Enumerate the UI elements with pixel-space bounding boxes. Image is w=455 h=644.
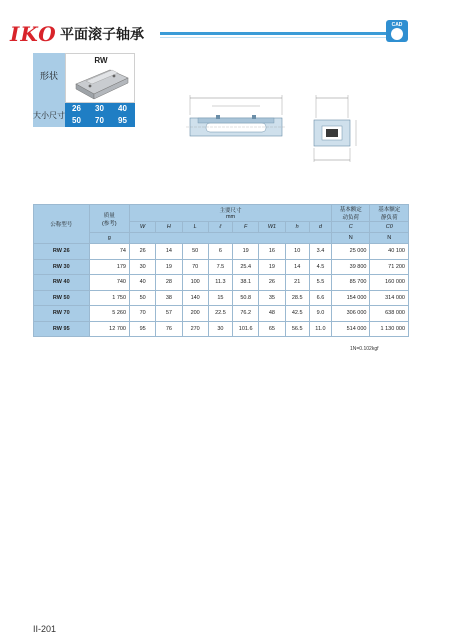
cell-h: 21 <box>285 275 309 291</box>
col-header-mass: 质量 (参考) <box>89 205 129 233</box>
cell-f: 50.8 <box>233 290 259 306</box>
size-label-cell <box>33 103 65 127</box>
cell-mass: 12 700 <box>89 321 129 337</box>
dyn-unit: N <box>332 233 370 244</box>
cell-mass: 1 750 <box>89 290 129 306</box>
cell-model: RW 40 <box>34 275 90 291</box>
cell-l: 270 <box>182 321 208 337</box>
cell-d: 11.0 <box>309 321 331 337</box>
cad-icon <box>391 28 403 40</box>
cell-w1: 16 <box>259 244 285 260</box>
cad-badge[interactable] <box>386 20 408 42</box>
cell-model: RW 30 <box>34 259 90 275</box>
size-option[interactable]: 26 <box>72 104 81 113</box>
cell-w: 30 <box>130 259 156 275</box>
bearing-product-image <box>66 54 136 104</box>
col-header-l: ℓ <box>208 222 232 233</box>
model-name: RW <box>94 56 108 65</box>
cell-model: RW 70 <box>34 306 90 322</box>
col-header-C-symbol: C <box>332 222 370 233</box>
cell-w: 50 <box>130 290 156 306</box>
cell-c0: 314 000 <box>370 290 409 306</box>
cell-l: 30 <box>208 321 232 337</box>
table-row <box>34 290 409 306</box>
cell-d: 4.5 <box>309 259 331 275</box>
cell-model: RW 26 <box>34 244 90 260</box>
col-header-dims <box>130 205 332 222</box>
spec-table-container <box>33 204 409 337</box>
cell-c: 154 000 <box>332 290 370 306</box>
cell-c0: 40 100 <box>370 244 409 260</box>
col-header-W: W <box>130 222 156 233</box>
cell-w1: 48 <box>259 306 285 322</box>
cell-d: 9.0 <box>309 306 331 322</box>
size-option[interactable]: 70 <box>95 116 104 125</box>
col-header-static-load: 基本额定 静负荷 <box>370 205 409 222</box>
cell-l: 100 <box>182 275 208 291</box>
side-view-drawing <box>182 90 290 155</box>
cell-l: 6 <box>208 244 232 260</box>
cell-c0: 1 130 000 <box>370 321 409 337</box>
cell-c: 514 000 <box>332 321 370 337</box>
shape-label: 形状 <box>39 71 58 81</box>
cell-f: 101.6 <box>233 321 259 337</box>
shape-image-cell <box>65 53 135 103</box>
header-rule <box>160 32 394 35</box>
cell-h: 56.5 <box>285 321 309 337</box>
page-number: II-201 <box>33 624 57 634</box>
cell-h: 28 <box>156 275 182 291</box>
cell-l: 140 <box>182 290 208 306</box>
cell-w1: 65 <box>259 321 285 337</box>
cell-model: RW 95 <box>34 321 90 337</box>
cell-w1: 35 <box>259 290 285 306</box>
cell-f: 19 <box>233 244 259 260</box>
size-option[interactable]: 50 <box>72 116 81 125</box>
cell-w1: 19 <box>259 259 285 275</box>
cad-label: CAD <box>391 22 403 28</box>
cell-c: 85 700 <box>332 275 370 291</box>
cell-w: 40 <box>130 275 156 291</box>
cell-c0: 160 000 <box>370 275 409 291</box>
cell-f: 25.4 <box>233 259 259 275</box>
table-row <box>34 275 409 291</box>
cell-mass: 74 <box>89 244 129 260</box>
cell-mass: 740 <box>89 275 129 291</box>
cell-l: 50 <box>182 244 208 260</box>
cell-h: 28.5 <box>285 290 309 306</box>
units-note: 1N=0.102kgf <box>350 346 379 352</box>
cell-d: 3.4 <box>309 244 331 260</box>
cell-l: 11.3 <box>208 275 232 291</box>
col-header-h: h <box>285 222 309 233</box>
header-rule-thin <box>160 37 394 38</box>
static-unit: N <box>370 233 409 244</box>
cell-mass: 179 <box>89 259 129 275</box>
cell-l: 70 <box>182 259 208 275</box>
page-header <box>0 0 455 60</box>
size-option[interactable]: 95 <box>118 116 127 125</box>
cell-c0: 71 200 <box>370 259 409 275</box>
col-header-F: F <box>233 222 259 233</box>
cell-w: 95 <box>130 321 156 337</box>
page-title: 平面滚子轴承 <box>60 27 144 43</box>
cell-l: 22.5 <box>208 306 232 322</box>
spec-table <box>33 204 409 337</box>
cell-f: 38.1 <box>233 275 259 291</box>
dims-title: 主要尺寸 <box>219 208 242 214</box>
cell-h: 19 <box>156 259 182 275</box>
table-row <box>34 259 409 275</box>
cell-d: 6.6 <box>309 290 331 306</box>
cell-h: 14 <box>285 259 309 275</box>
cell-w: 26 <box>130 244 156 260</box>
cell-h: 38 <box>156 290 182 306</box>
cell-c: 25 000 <box>332 244 370 260</box>
cell-w: 70 <box>130 306 156 322</box>
col-header-C0-symbol: C0 <box>370 222 409 233</box>
col-header-dyn-load: 基本额定 动负荷 <box>332 205 370 222</box>
iko-logo: IKO <box>10 22 57 46</box>
col-header-L: L <box>182 222 208 233</box>
cell-f: 76.2 <box>233 306 259 322</box>
cell-model: RW 50 <box>34 290 90 306</box>
cell-mass: 5 260 <box>89 306 129 322</box>
spec-table-body <box>34 244 409 337</box>
cell-c: 306 000 <box>332 306 370 322</box>
table-row <box>34 306 409 322</box>
cell-h: 76 <box>156 321 182 337</box>
dims-unit: mm <box>225 214 236 220</box>
cell-h: 57 <box>156 306 182 322</box>
cell-l: 7.5 <box>208 259 232 275</box>
table-row <box>34 321 409 337</box>
cell-l: 15 <box>208 290 232 306</box>
size-grid <box>65 103 135 127</box>
table-row <box>34 244 409 260</box>
shape-label-cell <box>33 53 65 103</box>
col-header-model: 公称型号 <box>34 205 90 244</box>
cell-l: 200 <box>182 306 208 322</box>
cell-h: 42.5 <box>285 306 309 322</box>
mass-unit: g <box>89 233 129 244</box>
col-header-H: H <box>156 222 182 233</box>
size-option[interactable]: 30 <box>95 104 104 113</box>
cell-c0: 638 000 <box>370 306 409 322</box>
dims-unit-row <box>130 233 332 244</box>
end-view-drawing <box>296 90 366 170</box>
col-header-d: d <box>309 222 331 233</box>
cell-h: 10 <box>285 244 309 260</box>
cell-d: 5.5 <box>309 275 331 291</box>
size-label: 大小尺寸 <box>33 111 65 120</box>
size-option[interactable]: 40 <box>118 104 127 113</box>
col-header-W1: W1 <box>259 222 285 233</box>
cell-h: 14 <box>156 244 182 260</box>
cell-c: 39 800 <box>332 259 370 275</box>
cell-w1: 26 <box>259 275 285 291</box>
